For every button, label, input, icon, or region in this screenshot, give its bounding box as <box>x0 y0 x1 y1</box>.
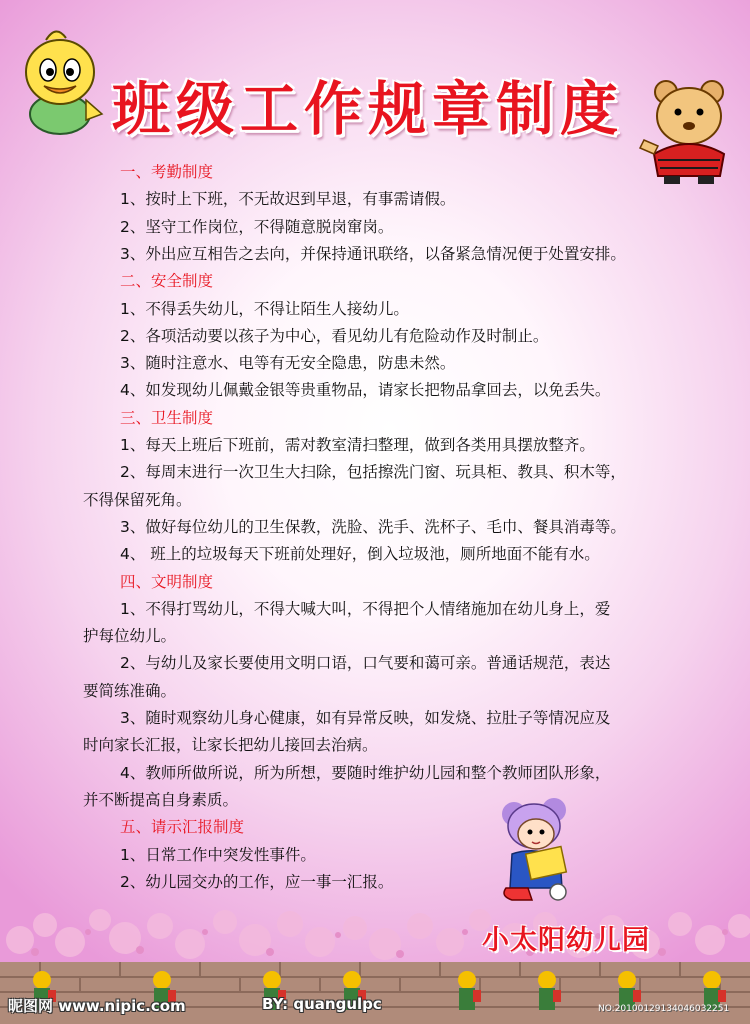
section-heading: 五、请示汇报制度 <box>120 818 245 837</box>
rule-line: 1、按时上下班，不无故迟到早退，有事需请假。 <box>120 190 456 209</box>
rule-line: 不得保留死角。 <box>83 490 192 509</box>
section-heading: 三、卫生制度 <box>120 408 214 427</box>
rule-line: 并不断提高自身素质。 <box>83 790 239 809</box>
rule-line: 1、不得丢失幼儿，不得让陌生人接幼儿。 <box>120 299 409 318</box>
rule-line: 1、每天上班后下班前，需对教室清扫整理，做到各类用具摆放整齐。 <box>120 436 595 454</box>
rule-line: 时向家长汇报，让家长把幼儿接回去治病。 <box>83 736 378 755</box>
school-name: 小太阳幼儿园 <box>482 925 650 956</box>
rule-line: 3、随时观察幼儿身心健康，如有异常反映，如发烧、拉肚子等情况应及 <box>120 709 611 727</box>
rule-line: 3、做好每位幼儿的卫生保教，洗脸、洗手、洗杯子、毛巾、餐具消毒等。 <box>120 517 626 536</box>
rule-line: 4、如发现幼儿佩戴金银等贵重物品，请家长把物品拿回去，以免丢失。 <box>120 381 611 400</box>
watermark-author: BY: quangulpc <box>262 995 382 1013</box>
watermark-logo: 昵图网 www.nipic.com <box>8 997 186 1015</box>
rule-line: 4、 班上的垃圾每天下班前处理好，倒入垃圾池，厕所地面不能有水。 <box>120 545 600 564</box>
section-heading: 二、安全制度 <box>120 272 214 291</box>
section-heading: 一、考勤制度 <box>120 163 214 181</box>
rule-line: 1、日常工作中突发性事件。 <box>120 845 316 864</box>
page-title: 班级工作规章制度 <box>112 75 625 143</box>
rule-line: 4、教师所做所说，所为所想，要随时维护幼儿园和整个教师团队形象， <box>120 763 611 782</box>
rule-line: 3、外出应互相告之去向，并保持通讯联络，以备紧急情况便于处置安排。 <box>120 244 626 263</box>
reading-girl-mascot-icon <box>492 796 582 904</box>
rule-line: 2、坚守工作岗位，不得随意脱岗窜岗。 <box>120 217 394 236</box>
section-heading: 四、文明制度 <box>120 572 214 591</box>
watermark-serial: NO:20100129134046032251 <box>598 1004 730 1014</box>
rule-line: 要简练准确。 <box>83 681 177 700</box>
rule-line: 2、与幼儿及家长要使用文明口语，口气要和蔼可亲。普通话规范，表达 <box>120 654 611 673</box>
rule-line: 2、各项活动要以孩子为中心，看见幼儿有危险动作及时制止。 <box>120 326 549 345</box>
rule-line: 护每位幼儿。 <box>83 627 177 646</box>
rule-line: 2、每周末进行一次卫生大扫除，包括擦洗门窗、玩具柜、教具、积木等， <box>120 463 626 482</box>
rule-line: 2、幼儿园交办的工作，应一事一汇报。 <box>120 872 394 891</box>
rule-line: 3、随时注意水、电等有无安全隐患，防患未然。 <box>120 354 456 373</box>
duck-mascot-icon <box>16 22 104 137</box>
rule-line: 1、不得打骂幼儿，不得大喊大叫，不得把个人情绪施加在幼儿身上，爱 <box>120 599 611 618</box>
